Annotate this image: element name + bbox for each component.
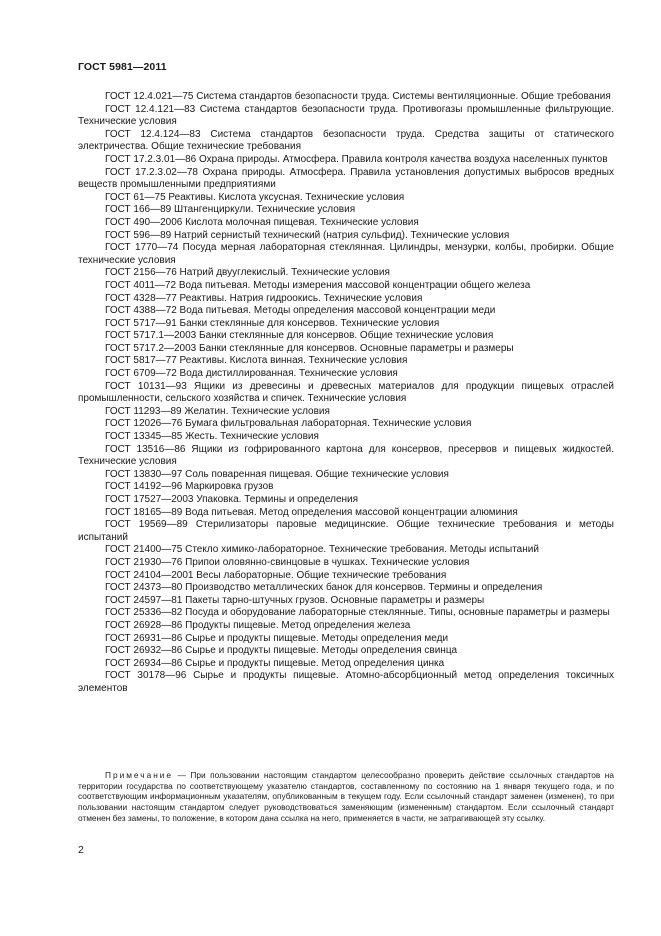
reference-item: ГОСТ 596—89 Натрий сернистый технический (натрия сульфид). Технические условия [105,229,510,241]
reference-item: ГОСТ 11293—89 Желатин. Технические условия [105,405,330,417]
reference-item: ГОСТ 61—75 Реактивы. Кислота уксусная. Технические условия [105,191,405,203]
reference-item: ГОСТ 21930—76 Припои оловянно-свинцовые в чушках. Технические условия [105,556,470,568]
reference-item: ГОСТ 10131—93 Ящики из древесины и древесных материалов для продукции пищевых отраслей промышленности, сельского хозяйства и спичек. Технические условия [78,380,614,405]
reference-item: ГОСТ 5717.2—2003 Банки стеклянные для консервов. Основные параметры и размеры [105,342,514,354]
reference-item: ГОСТ 17527—2003 Упаковка. Термины и определения [105,494,359,505]
reference-item: ГОСТ 21400—75 Стекло химико-лабораторное. Технические требования. Методы испытаний [105,544,539,556]
reference-item: ГОСТ 4328—77 Реактивы. Натрия гидроокись. Технические условия [105,292,423,304]
reference-item: ГОСТ 12.4.121—83 Система стандартов безопасности труда. Противогазы промышленные фильтрующие. Технические условия [78,103,614,128]
reference-item: ГОСТ 490—2006 Кислота молочная пищевая. Технические условия [105,216,419,228]
reference-item: ГОСТ 24597—81 Пакеты тарно-штучных грузов. Основные параметры и размеры [105,594,485,606]
reference-item: ГОСТ 4388—72 Вода питьевая. Методы определения массовой концентрации меди [105,305,496,317]
reference-item: ГОСТ 12.4.124—83 Система стандартов безопасности труда. Средства защиты от статического электричества. Общие технические требования [78,128,614,153]
document-header: ГОСТ 5981—2011 [78,61,167,73]
reference-item: ГОСТ 4011—72 Вода питьевая. Методы измерения массовой концентрации общего железа [105,279,531,291]
reference-item: ГОСТ 24373—80 Производство металлических банок для консервов. Термины и определения [105,582,543,594]
reference-item: ГОСТ 18165—89 Вода питьевая. Метод определения массовой концентрации алюминия [105,506,518,518]
reference-item: ГОСТ 5717.1—2003 Банки стеклянные для консервов. Общие технические условия [105,330,494,342]
reference-item: ГОСТ 6709—72 Вода дистиллированная. Технические условия [105,368,398,380]
reference-item: ГОСТ 12026—76 Бумага фильтровальная лабораторная. Технические условия [105,418,472,430]
reference-item: ГОСТ 13345—85 Жесть. Технические условия [105,431,319,443]
reference-item: ГОСТ 12.4.021—75 Система стандартов безопасности труда. Системы вентиляционные. Общие требования [105,91,611,102]
reference-item: ГОСТ 25336—82 Посуда и оборудование лабораторные стеклянные. Типы, основные параметры и размеры [105,607,610,619]
reference-item: ГОСТ 13516—86 Ящики из гофрированного картона для консервов, пресервов и пищевых жидкостей. Технические условия [78,443,614,468]
reference-item: ГОСТ 166—89 Штангенциркули. Технические условия [105,204,356,216]
note-text: — При пользовании настоящим стандартом целесообразно проверить действие ссылочных стандартов на территории государства по соответствующему указателю стандартов, составленному по состоянию на 1 января текущего года, и по соответствующим информационным указателям, опубликованным в текущем году. Если ссылочный стандарт заменен (изменен), то при пользовании настоящим стандартом следует руководствоваться заменяющим (измененным) стандартом. Если ссылочный стандарт отменен без замены, то положение, в котором дана ссылка на него, применяется в части, не затрагивающей эту ссылку. [78,770,614,823]
note-paragraph [78,770,614,824]
reference-item: ГОСТ 24104—2001 Весы лабораторные. Общие технические требования [105,569,447,581]
reference-item: ГОСТ 26928—86 Продукты пищевые. Метод определения железа [105,619,411,631]
normative-references-list [78,91,614,696]
reference-item: ГОСТ 17.2.3.02—78 Охрана природы. Атмосфера. Правила установления допустимых выбросов вредных веществ промышленными предприятиями [78,166,614,191]
reference-item: ГОСТ 26932—86 Сырье и продукты пищевые. Методы определения свинца [105,645,458,657]
reference-item: ГОСТ 19569—89 Стерилизаторы паровые медицинские. Общие технические требования и методы испытаний [78,519,614,543]
reference-item: ГОСТ 5717—91 Банки стеклянные для консервов. Технические условия [105,317,440,329]
reference-item: ГОСТ 26934—86 Сырье и продукты пищевые. Метод определения цинка [105,657,445,669]
note-label: Примечание [105,770,174,780]
reference-item: ГОСТ 13830—97 Соль поваренная пищевая. Общие технические условия [105,468,449,480]
reference-item: ГОСТ 1770—74 Посуда мерная лабораторная стеклянная. Цилиндры, мензурки, колбы, пробирки. Общие технические условия [78,242,614,266]
reference-item: ГОСТ 14192—96 Маркировка грузов [105,481,274,493]
page-number: 2 [78,844,84,856]
reference-item: ГОСТ 5817—77 Реактивы. Кислота винная. Технические условия [105,355,408,367]
reference-item: ГОСТ 30178—96 Сырье и продукты пищевые. Атомно-абсорбционный метод определения токсичных элементов [78,670,614,694]
reference-item: ГОСТ 17.2.3.01—86 Охрана природы. Атмосфера. Правила контроля качества воздуха населенных пунктов [105,153,608,165]
reference-item: ГОСТ 2156—76 Натрий двууглекислый. Технические условия [105,267,390,279]
reference-item: ГОСТ 26931—86 Сырье и продукты пищевые. Методы определения меди [105,632,449,644]
